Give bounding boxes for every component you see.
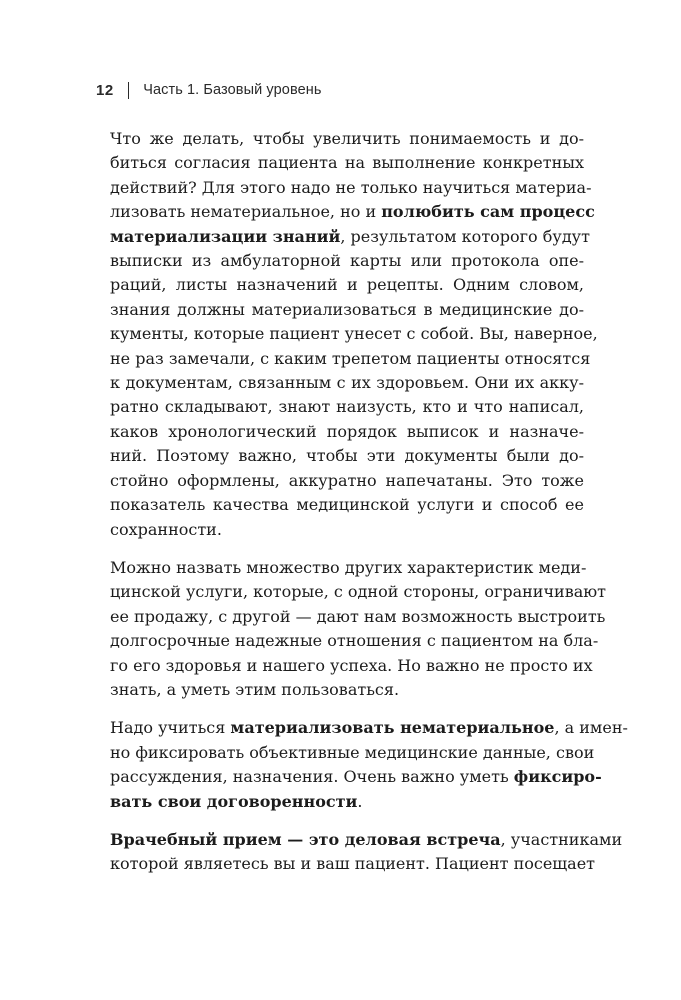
text-run: кументы, которые пациент унесет с собой. Вы, наверное, — [110, 324, 598, 344]
body-text — [110, 127, 628, 877]
text-line — [110, 556, 587, 580]
text-run: биться согласия пациента на выполнение конкретных — [110, 153, 584, 173]
text-run: к документам, связанным с их здоровьем. Они их акку- — [110, 373, 584, 393]
bold-text-run: Врачебный прием — это деловая встреча — [110, 829, 501, 849]
text-line — [110, 420, 584, 444]
text-run: , участниками — [500, 829, 623, 849]
text-run: показатель качества медицинской услуги и способ ее — [110, 495, 584, 515]
paragraph — [110, 828, 623, 877]
text-run: знания должны материализоваться в медицинские до- — [110, 299, 584, 319]
text-line — [110, 654, 593, 678]
text-run: ний. Поэтому важно, чтобы эти документы были до- — [110, 446, 584, 466]
text-line — [110, 225, 590, 249]
text-run: го его здоровья и нашего успеха. Но важно не просто их — [110, 655, 593, 675]
text-line — [110, 371, 584, 395]
text-line — [110, 580, 607, 604]
text-run: . — [357, 791, 363, 811]
text-run: выписки из амбулаторной карты или протокола опе- — [110, 251, 584, 271]
text-run: сохранности. — [110, 519, 222, 539]
running-title: Часть 1. Базовый уровень — [143, 82, 322, 98]
text-line — [110, 493, 584, 517]
text-run: рассуждения, назначения. Очень важно уметь — [110, 767, 514, 787]
text-line — [110, 828, 623, 852]
text-run: ее продажу, с другой — дают нам возможность выстроить — [110, 606, 606, 626]
text-line — [110, 200, 595, 224]
bold-text-run: фиксиро- — [513, 767, 602, 787]
paragraph — [110, 556, 607, 702]
text-run: цинской услуги, которые, с одной стороны, ограничивают — [110, 582, 607, 602]
header-divider — [128, 82, 130, 99]
text-run: ратно складывают, знают наизусть, кто и что написал, — [110, 397, 584, 417]
text-line — [110, 347, 591, 371]
text-run: , а имен- — [554, 718, 628, 738]
paragraph-gap — [110, 702, 584, 716]
text-line — [110, 741, 595, 765]
text-run: раций, листы назначений и рецепты. Одним словом, — [110, 275, 584, 295]
bold-text-run: материализовать нематериальное — [230, 718, 555, 738]
text-line — [110, 176, 592, 200]
text-run: лизовать нематериальное, но и — [110, 202, 382, 222]
text-line — [110, 444, 584, 468]
text-line — [110, 518, 584, 542]
text-run: Что же делать, чтобы увеличить понимаемость и до- — [110, 129, 584, 148]
text-run: долгосрочные надежные отношения с пациентом на бла- — [110, 631, 599, 651]
paragraph-gap — [110, 542, 584, 556]
text-line — [110, 605, 606, 629]
text-line — [110, 678, 584, 702]
text-line — [110, 395, 584, 419]
text-run: , результатом которого будут — [340, 226, 590, 246]
text-line — [110, 322, 598, 346]
paragraph-gap — [110, 814, 584, 828]
bold-text-run: материализации знаний — [110, 226, 341, 246]
bold-text-run: вать свои договоренности — [110, 791, 358, 811]
text-line — [110, 273, 584, 297]
text-run: стойно оформлены, аккуратно напечатаны. Это тоже — [110, 470, 584, 490]
text-line — [110, 852, 596, 876]
text-line — [110, 298, 584, 322]
text-run: знать, а уметь этим пользоваться. — [110, 679, 400, 699]
text-run: не раз замечали, с каким трепетом пациенты относятся — [110, 348, 591, 368]
text-line — [110, 765, 602, 789]
text-line — [110, 151, 584, 175]
text-run: Надо учиться — [110, 718, 231, 738]
text-line — [110, 469, 584, 493]
text-line — [110, 249, 584, 273]
running-header — [96, 80, 322, 100]
text-run: каков хронологический порядок выписок и назначе- — [110, 421, 584, 441]
bold-text-run: полюбить сам процесс — [381, 202, 595, 222]
text-line — [110, 127, 584, 151]
text-run: действий? Для этого надо не только научиться материа- — [110, 177, 592, 197]
text-run: но фиксировать объективные медицинские данные, свои — [110, 742, 595, 762]
text-run: Можно назвать множество других характеристик меди- — [110, 557, 587, 577]
paragraph — [110, 716, 628, 814]
text-line — [110, 629, 599, 653]
text-line — [110, 790, 584, 814]
text-line — [110, 716, 628, 740]
text-run: которой являетесь вы и ваш пациент. Пациент посещает — [110, 854, 596, 874]
paragraph — [110, 127, 598, 542]
page-number: 12 — [96, 81, 114, 99]
